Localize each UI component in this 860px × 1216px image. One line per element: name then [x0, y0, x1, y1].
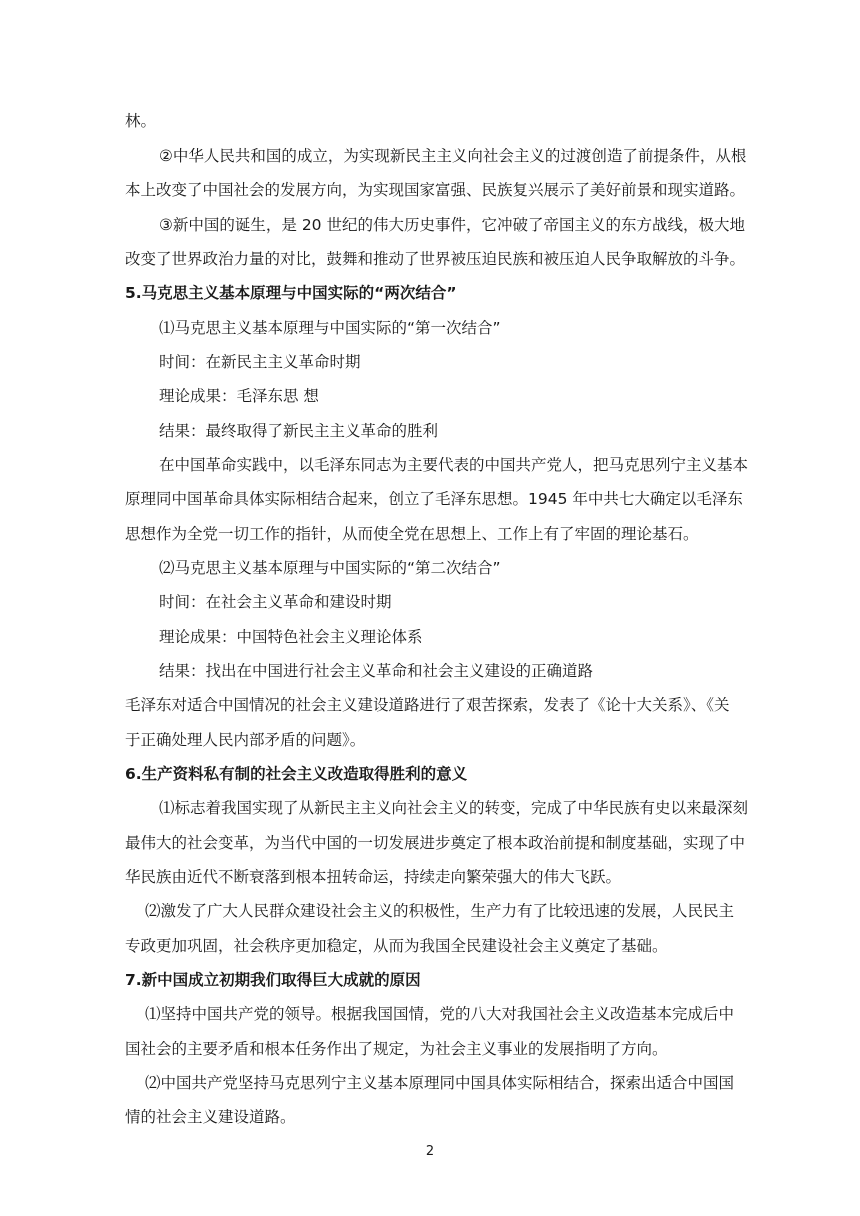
subsection-heading: ⑵马克思主义基本原理与中国实际的“第二次结合” — [159, 559, 501, 577]
text-line: 情的社会主义建设道路。 — [125, 1108, 296, 1126]
text-line: 时间：在社会主义革命和建设时期 — [159, 593, 392, 611]
text-line: 华民族由近代不断衰落到根本扭转命运，持续走向繁荣强大的伟大飞跃。 — [125, 868, 622, 886]
text-line: ②中华人民共和国的成立，为实现新民主主义向社会主义的过渡创造了前提条件，从根 — [159, 147, 747, 165]
text-line: 理论成果：中国特色社会主义理论体系 — [159, 628, 423, 646]
section-heading: 5.马克思主义基本原理与中国实际的“两次结合” — [125, 284, 457, 302]
text-line: 毛泽东对适合中国情况的社会主义建设道路进行了艰苦探索，发表了《论十大关系》、《关 — [125, 696, 730, 714]
text-line: ③新中国的诞生，是 20 世纪的伟大历史事件，它冲破了帝国主义的东方战线，极大地 — [159, 216, 745, 234]
section-heading: 7.新中国成立初期我们取得巨大成就的原因 — [125, 971, 421, 989]
text-line: ⑵中国共产党坚持马克思列宁主义基本原理同中国具体实际相结合，探索出适合中国国 — [145, 1074, 735, 1092]
text-line: 原理同中国革命具体实际相结合起来，创立了毛泽东思想。1945 年中共七大确定以毛泽东 — [125, 490, 743, 508]
text-line: 最伟大的社会变革，为当代中国的一切发展进步奠定了根本政治前提和制度基础，实现了中 — [125, 834, 746, 852]
text-line: 林。 — [125, 112, 157, 130]
text-line: 时间：在新民主主义革命时期 — [159, 353, 361, 371]
text-line: 改变了世界政治力量的对比，鼓舞和推动了世界被压迫民族和被压迫人民争取解放的斗争。 — [125, 250, 746, 268]
text-line: 结果：找出在中国进行社会主义革命和社会主义建设的正确道路 — [159, 662, 594, 680]
text-line: ⑴标志着我国实现了从新民主主义向社会主义的转变，完成了中华民族有史以来最深刻 — [159, 799, 749, 817]
text-line: ⑴坚持中国共产党的领导。根据我国国情，党的八大对我国社会主义改造基本完成后中 — [145, 1005, 735, 1023]
text-line: 理论成果：毛泽东思 想 — [159, 387, 319, 405]
page-number: 2 — [425, 1144, 435, 1159]
subsection-heading: ⑴马克思主义基本原理与中国实际的“第一次结合” — [159, 319, 501, 337]
text-line: 结果：最终取得了新民主主义革命的胜利 — [159, 422, 439, 440]
text-line: 国社会的主要矛盾和根本任务作出了规定，为社会主义事业的发展指明了方向。 — [125, 1040, 668, 1058]
text-line: ⑵激发了广大人民群众建设社会主义的积极性，生产力有了比较迅速的发展，人民民主 — [145, 902, 735, 920]
text-line: 于正确处理人民内部矛盾的问题》。 — [125, 731, 366, 749]
text-line: 在中国革命实践中，以毛泽东同志为主要代表的中国共产党人，把马克思列宁主义基本 — [159, 456, 749, 474]
text-line: 专政更加巩固，社会秩序更加稳定，从而为我国全民建设社会主义奠定了基础。 — [125, 937, 668, 955]
text-line: 思想作为全党一切工作的指针，从而使全党在思想上、工作上有了牢固的理论基石。 — [125, 525, 699, 543]
section-heading: 6.生产资料私有制的社会主义改造取得胜利的意义 — [125, 765, 468, 783]
text-line: 本上改变了中国社会的发展方向，为实现国家富强、民族复兴展示了美好前景和现实道路。 — [125, 181, 746, 199]
